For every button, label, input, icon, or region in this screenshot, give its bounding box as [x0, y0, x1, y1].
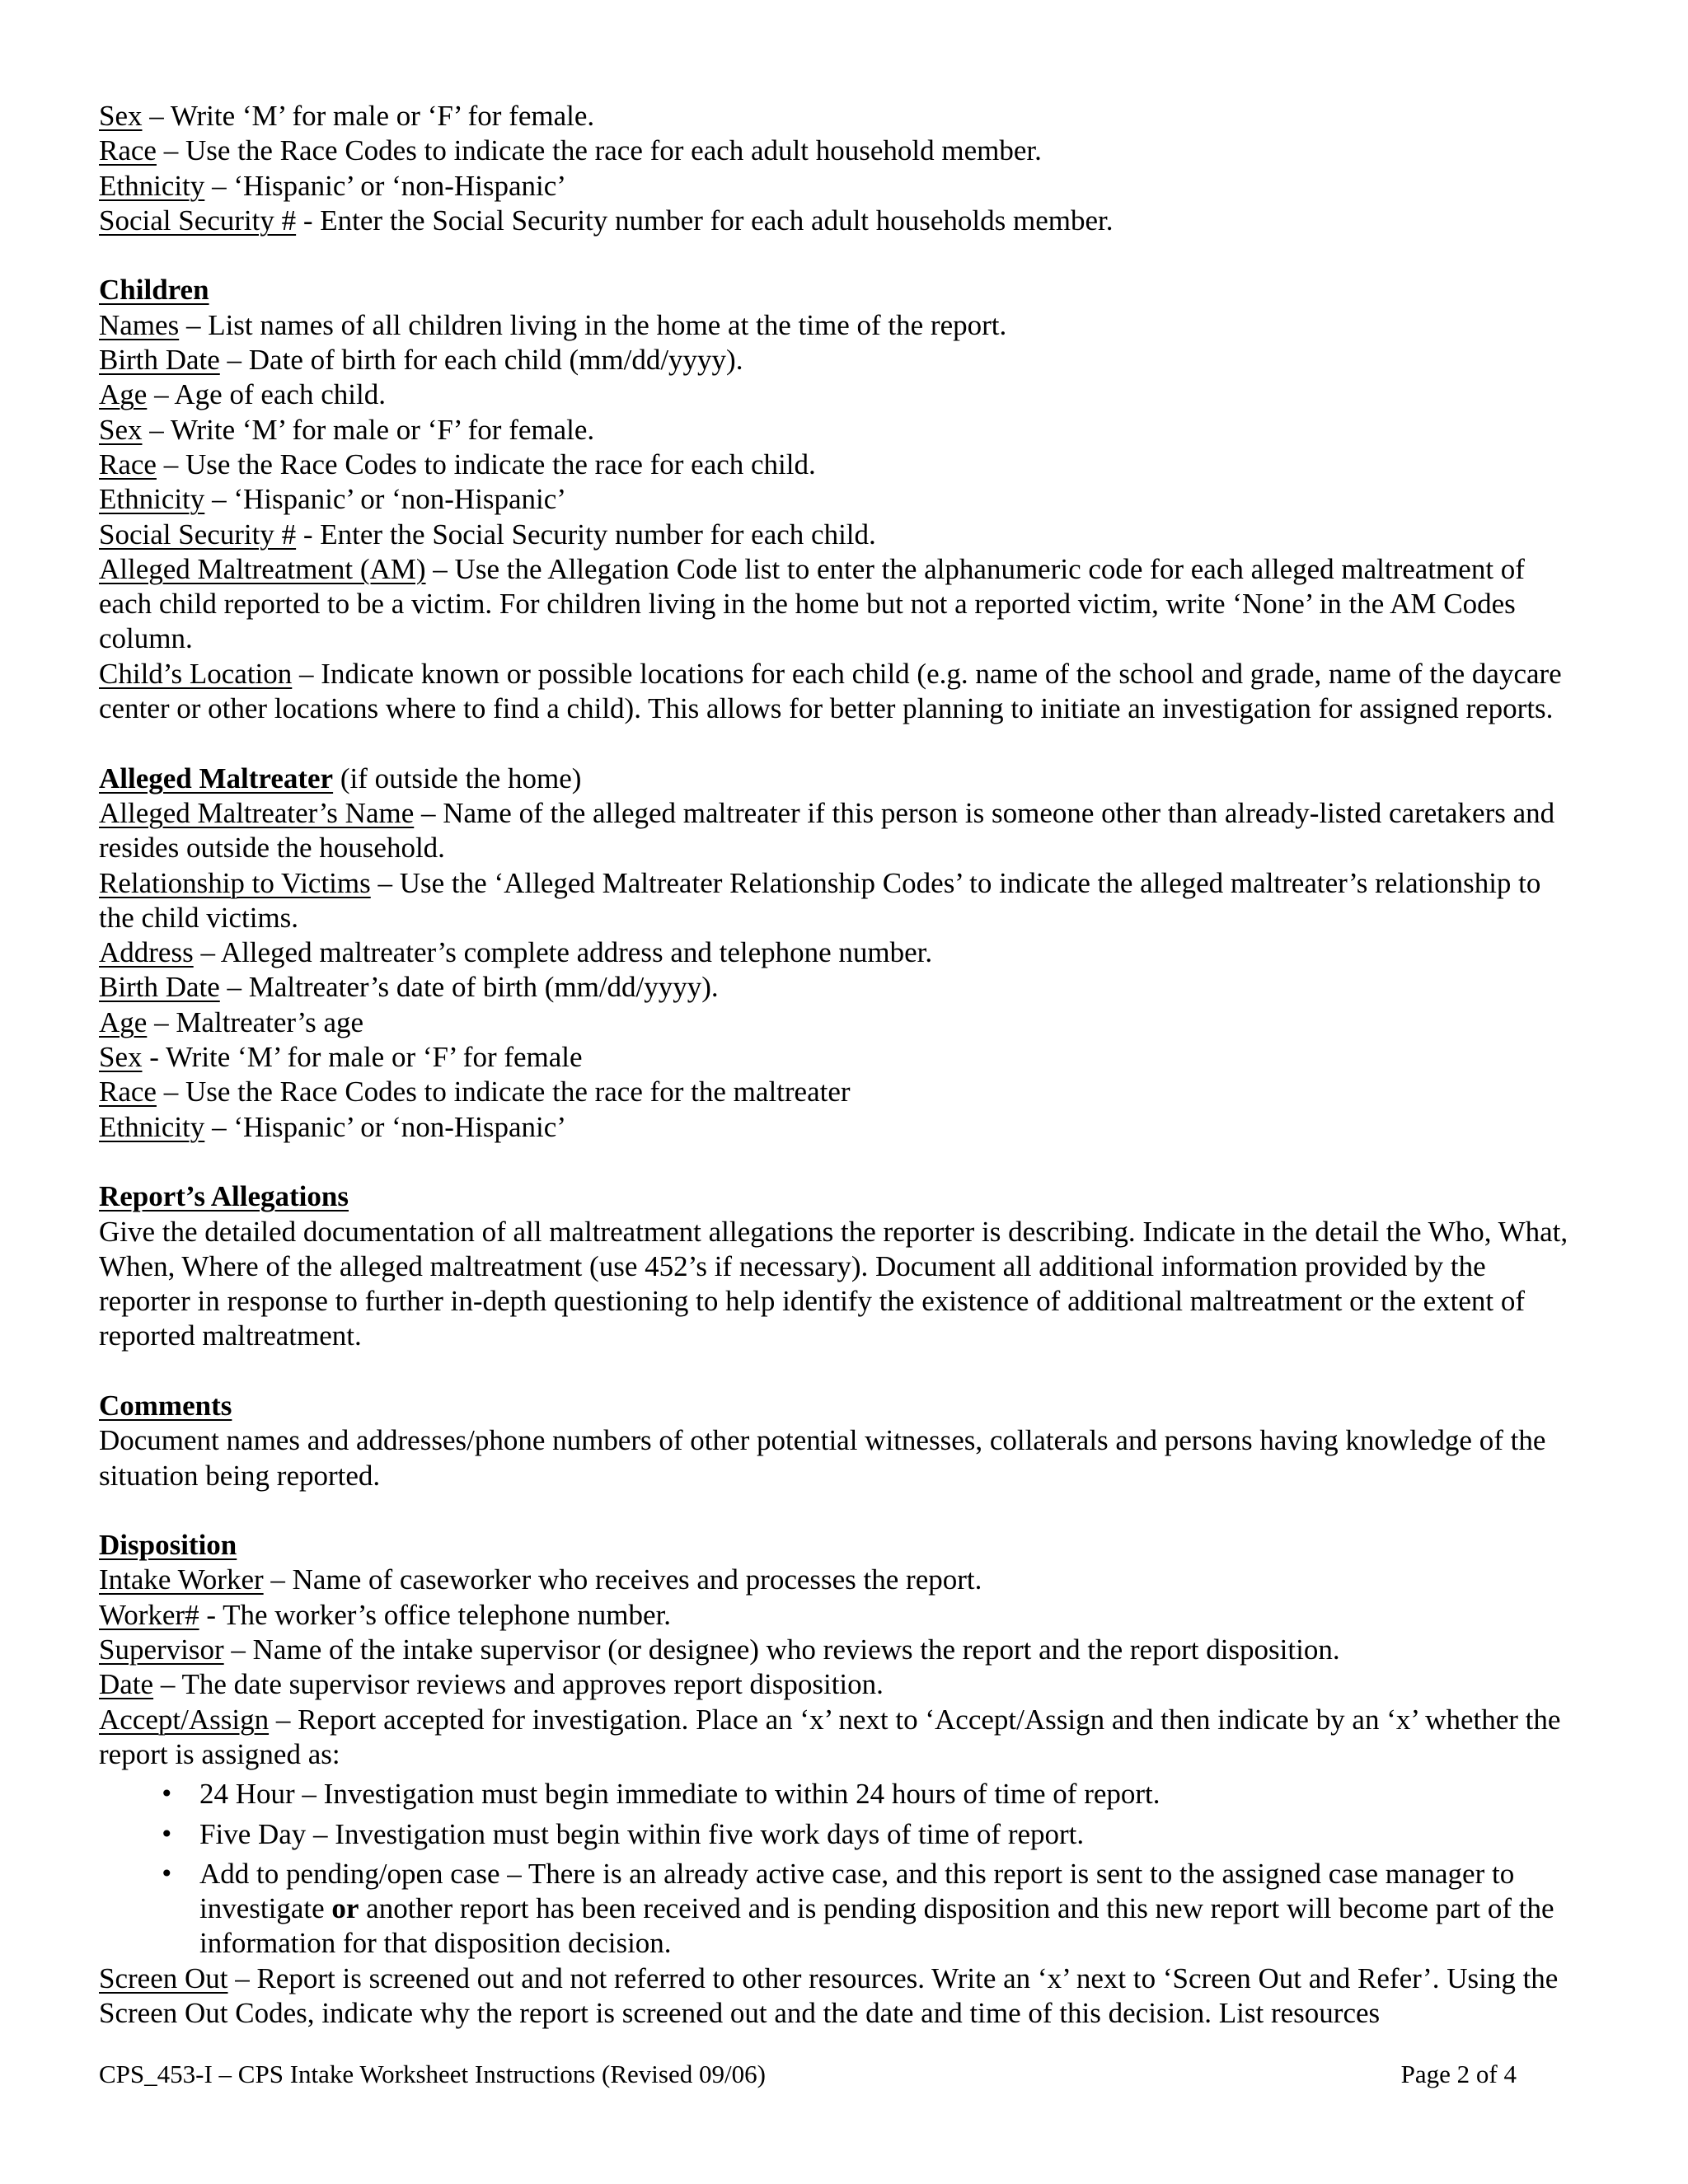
field-description: Use the Race Codes to indicate the race for each adult household member.: [185, 134, 1042, 167]
field-description: Use the Race Codes to indicate the race for each child.: [185, 448, 816, 480]
adult-field-ethnicity: Ethnicity – ‘Hispanic’ or ‘non-Hispanic’: [99, 169, 566, 202]
comments-paragraph: Document names and addresses/phone numbers of other potential witnesses, collaterals and persons having knowledge of the situation being reported.: [99, 1424, 1546, 1492]
section-gap: [99, 1145, 1582, 1179]
field-term: Birth Date: [99, 971, 220, 1004]
disposition-field-date: Date – The date supervisor reviews and approves report disposition.: [99, 1668, 884, 1701]
field-description: Write ‘M’ for male or ‘F’ for female.: [170, 100, 595, 132]
field-description: List names of all children living in the home at the time of the report.: [208, 308, 1007, 341]
field-description: Write ‘M’ for male or ‘F’ for female: [166, 1041, 583, 1074]
section-gap: [99, 238, 1582, 273]
field-description: Maltreater’s date of birth (mm/dd/yyyy).: [248, 971, 719, 1004]
maltreater-field-sex: Sex - Write ‘M’ for male or ‘F’ for female: [99, 1041, 583, 1074]
section-gap: [99, 1493, 1582, 1528]
field-description: ‘Hispanic’ or ‘non-Hispanic’: [233, 483, 566, 516]
maltreater-field-ethnicity: Ethnicity – ‘Hispanic’ or ‘non-Hispanic’: [99, 1110, 566, 1143]
field-description: Enter the Social Security number for each child.: [320, 518, 876, 551]
field-term: Worker#: [99, 1598, 199, 1631]
disposition-field-intake-worker: Intake Worker – Name of caseworker who receives and processes the report.: [99, 1563, 982, 1596]
field-term: Sex: [99, 1041, 143, 1074]
field-term: Child’s Location: [99, 657, 293, 690]
maltreater-field-address: Address – Alleged maltreater’s complete address and telephone number.: [99, 936, 933, 969]
field-term: Names: [99, 308, 180, 341]
bullet-24-hour: • 24 Hour – Investigation must begin immediate to within 24 hours of time of report.: [199, 1777, 1582, 1811]
disposition-field-accept-assign: Accept/Assign – Report accepted for investigation. Place an ‘x’ next to ‘Accept/Assign and then indicate by an ‘x’ whether the report is assigned as:: [99, 1703, 1561, 1770]
disposition-field-supervisor: Supervisor – Name of the intake supervisor (or designee) who reviews the report and the report disposition.: [99, 1633, 1340, 1666]
field-description: Write ‘M’ for male or ‘F’ for female.: [170, 413, 595, 446]
child-field-race: Race – Use the Race Codes to indicate the race for each child.: [99, 448, 816, 480]
field-term: Birth Date: [99, 344, 220, 377]
field-description: Name of the intake supervisor (or designee) who reviews the report and the report disposition.: [252, 1633, 1340, 1666]
field-term: Alleged Maltreater’s Name: [99, 796, 415, 829]
field-description: Name of the alleged maltreater if this person is someone other than already-listed caretakers and resides outside the household.: [99, 796, 1555, 865]
field-term: Sex: [99, 100, 143, 132]
field-term: Ethnicity: [99, 483, 205, 516]
disposition-field-worker-number: Worker# - The worker’s office telephone number.: [99, 1598, 672, 1631]
field-description: Alleged maltreater’s complete address and telephone number.: [220, 936, 933, 969]
field-description: Report is screened out and not referred to other resources. Write an ‘x’ next to ‘Screen Out and Refer’. Using the Screen Out Codes, indicate why the report is screened out and the date and time of this decision. List resources: [99, 1961, 1559, 2030]
field-description: Use the ‘Alleged Maltreater Relationship Codes’ to indicate the alleged maltreater’s relationship to the child victims.: [99, 866, 1541, 934]
field-description: Maltreater’s age: [176, 1005, 364, 1038]
emphasis-or: or: [331, 1892, 359, 1925]
maltreater-field-birth-date: Birth Date – Maltreater’s date of birth (mm/dd/yyyy).: [99, 971, 719, 1004]
field-description: Use the Allegation Code list to enter the alphanumeric code for each alleged maltreatment of each child reported to be a victim. For children living in the home but not a reported victim, write ‘None’ in the AM Codes column.: [99, 552, 1525, 655]
bullet-add-to-pending: • Add to pending/open case – There is an already active case, and this report is sent to the assigned case manager to investigate or another report has been received and is pending disposition and this new report will become part of the information for that disposition decision.: [199, 1857, 1582, 1961]
field-term: Race: [99, 1076, 157, 1108]
field-term: Age: [99, 1005, 148, 1038]
adult-field-sex: Sex – Write ‘M’ for male or ‘F’ for female.: [99, 100, 595, 132]
field-term: Race: [99, 448, 157, 480]
field-description: ‘Hispanic’ or ‘non-Hispanic’: [233, 169, 566, 202]
section-heading-allegations: Report’s Allegations: [99, 1180, 349, 1213]
field-term: Intake Worker: [99, 1563, 264, 1596]
child-field-alleged-maltreatment: Alleged Maltreatment (AM) – Use the Allegation Code list to enter the alphanumeric code for each alleged maltreatment of each child reported to be a victim. For children living in the home but not a reported victim, write ‘None’ in the AM Codes column.: [99, 552, 1525, 655]
adult-field-race: Race – Use the Race Codes to indicate the race for each adult household member.: [99, 134, 1042, 167]
section-heading-disposition: Disposition: [99, 1529, 237, 1562]
field-term: Sex: [99, 413, 143, 446]
maltreater-field-race: Race – Use the Race Codes to indicate the race for the maltreater: [99, 1076, 851, 1108]
field-description: Enter the Social Security number for each adult households member.: [320, 204, 1114, 237]
field-term: Social Security #: [99, 204, 297, 237]
section-heading-comments: Comments: [99, 1389, 232, 1422]
child-field-location: Child’s Location – Indicate known or possible locations for each child (e.g. name of the school and grade, name of the daycare center or other locations where to find a child). This allows for better planning to initiate an investigation for assigned reports.: [99, 657, 1562, 725]
child-field-age: Age – Age of each child.: [99, 378, 386, 411]
assignment-bullet-list: [99, 1777, 1582, 1961]
field-description: The date supervisor reviews and approves report disposition.: [181, 1668, 884, 1701]
page-content: [99, 99, 1582, 2031]
field-description: Name of caseworker who receives and processes the report.: [292, 1563, 982, 1596]
section-gap: [99, 1354, 1582, 1389]
maltreater-field-relationship: Relationship to Victims – Use the ‘Alleged Maltreater Relationship Codes’ to indicate the alleged maltreater’s relationship to the child victims.: [99, 866, 1541, 934]
field-description: ‘Hispanic’ or ‘non-Hispanic’: [233, 1110, 566, 1143]
field-term: Supervisor: [99, 1633, 224, 1666]
field-term: Relationship to Victims: [99, 866, 371, 899]
heading-note: (if outside the home): [333, 762, 582, 794]
footer-form-title: CPS_453-I – CPS Intake Worksheet Instructions (Revised 09/06): [99, 2060, 766, 2088]
field-term: Date: [99, 1668, 154, 1701]
field-term: Screen Out: [99, 1961, 228, 1994]
bullet-five-day: • Five Day – Investigation must begin within five work days of time of report.: [199, 1817, 1582, 1852]
child-field-birth-date: Birth Date – Date of birth for each child (mm/dd/yyyy).: [99, 344, 743, 377]
field-term: Race: [99, 134, 157, 167]
allegations-paragraph: Give the detailed documentation of all maltreatment allegations the reporter is describing. Indicate in the detail the Who, What, When, Where of the alleged maltreatment (use 452’s if necessary). Document all additional information provided by the reporter in response to further in-depth questioning to help identify the existence of additional maltreatment or the extent of reported maltreatment.: [99, 1215, 1568, 1352]
field-term: Age: [99, 378, 148, 411]
field-description: Age of each child.: [174, 378, 386, 411]
field-term: Social Security #: [99, 518, 297, 551]
child-field-ethnicity: Ethnicity – ‘Hispanic’ or ‘non-Hispanic’: [99, 483, 566, 516]
child-field-ssn: Social Security # - Enter the Social Security number for each child.: [99, 518, 876, 551]
section-heading-children: Children: [99, 274, 209, 307]
field-description: Date of birth for each child (mm/dd/yyyy).: [248, 344, 743, 377]
footer-page-number: Page 2 of 4: [1400, 2060, 1517, 2088]
maltreater-field-age: Age – Maltreater’s age: [99, 1005, 364, 1038]
field-description: The worker’s office telephone number.: [223, 1598, 672, 1631]
maltreater-field-name: Alleged Maltreater’s Name – Name of the alleged maltreater if this person is someone other than already-listed caretakers and resides outside the household.: [99, 796, 1555, 865]
adult-field-ssn: Social Security # - Enter the Social Security number for each adult households member.: [99, 204, 1114, 237]
field-term: Ethnicity: [99, 1110, 205, 1143]
field-term: Accept/Assign: [99, 1703, 270, 1736]
field-description: Report accepted for investigation. Place an ‘x’ next to ‘Accept/Assign and then indicate by an ‘x’ whether the report is assigned as:: [99, 1703, 1561, 1770]
child-field-names: Names – List names of all children living in the home at the time of the report.: [99, 308, 1007, 341]
field-term: Alleged Maltreatment (AM): [99, 552, 426, 585]
section-heading-maltreater: Alleged Maltreater (if outside the home): [99, 762, 582, 794]
field-description: Use the Race Codes to indicate the race for the maltreater: [185, 1076, 851, 1108]
field-term: Address: [99, 936, 194, 969]
disposition-field-screen-out: Screen Out – Report is screened out and not referred to other resources. Write an ‘x’ next to ‘Screen Out and Refer’. Using the Screen Out Codes, indicate why the report is screened out and the date and time of this decision. List resources: [99, 1961, 1559, 2030]
section-gap: [99, 726, 1582, 761]
field-term: Ethnicity: [99, 169, 205, 202]
field-description: Indicate known or possible locations for each child (e.g. name of the school and grade, name of the daycare center or other locations where to find a child). This allows for better planning to initiate an investigation for assigned reports.: [99, 657, 1562, 725]
child-field-sex: Sex – Write ‘M’ for male or ‘F’ for female.: [99, 413, 595, 446]
